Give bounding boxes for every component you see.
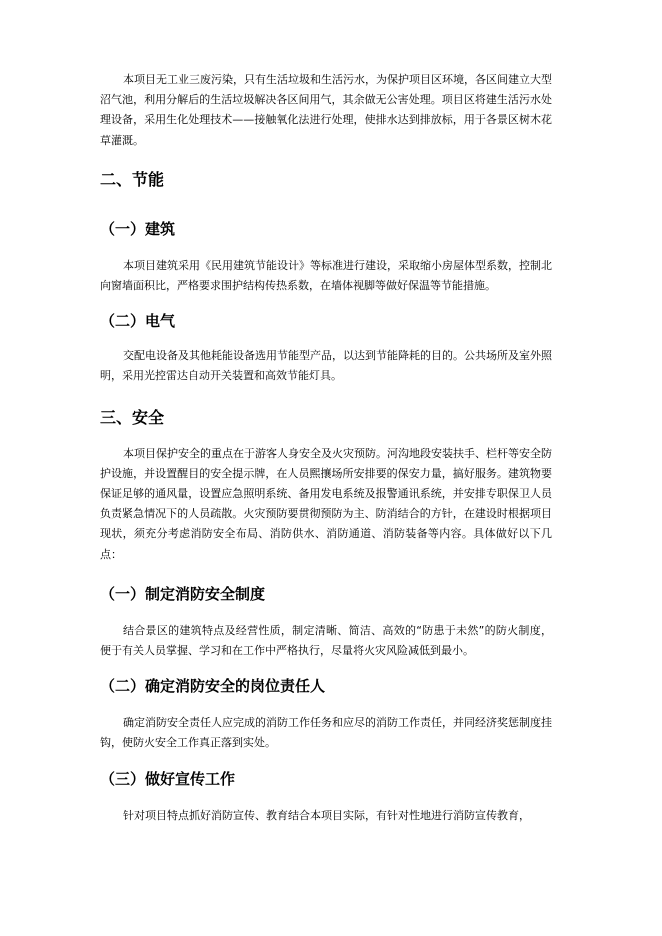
subheading-building: （一）建筑 bbox=[100, 219, 176, 238]
subheading-responsible-person: （二）确定消防安全的岗位责任人 bbox=[100, 677, 326, 696]
document-body bbox=[100, 70, 552, 826]
paragraph-safety: 本项目保护安全的重点在于游客人身安全及火灾预防。河沟地段安装扶手、栏杆等安全防护设施，并设置醒目的安全提示牌，在人员熙攘场所安排要的保安力量，搞好服务。建筑物要保证足够的通风量，设置应急照明系统、备用发电系统及报警通讯系统，并安排专职保卫人员负责紧急情况下的人员疏散。火灾预防要贯彻预防为主、防消结合的方针，在建设时根据项目现状，须充分考虑消防安全布局、消防供水、消防通道、消防装备等内容。具体做好以下几点： bbox=[100, 446, 552, 561]
subheading-publicity: （三）做好宣传工作 bbox=[100, 769, 236, 788]
paragraph-electrical: 交配电设备及其他耗能设备选用节能型产品，以达到节能降耗的目的。公共场所及室外照明，采用光控雷达自动开关装置和高效节能灯具。 bbox=[100, 349, 552, 383]
paragraph-pollution: 本项目无工业三废污染，只有生活垃圾和生活污水，为保护项目区环境，各区间建立大型沼气池，利用分解后的生活垃圾解决各区间用气，其余做无公害处理。项目区将建生活污水处理设备，采用生化处理技术——接触氧化法进行处理，使排水达到排放标，用于各景区树木花草灌溉。 bbox=[100, 73, 552, 147]
subheading-fire-safety-system: （一）制定消防安全制度 bbox=[100, 584, 266, 603]
heading-energy-saving: 二、节能 bbox=[100, 169, 165, 189]
paragraph-building: 本项目建筑采用《民用建筑节能设计》等标准进行建设，采取缩小房屋体型系数，控制北向窗墙面积比，严格要求围护结构传热系数，在墙体视脚等做好保温等节能措施。 bbox=[100, 258, 552, 293]
subheading-electrical: （二）电气 bbox=[100, 312, 176, 331]
heading-safety: 三、安全 bbox=[100, 407, 165, 427]
paragraph-responsible-person: 确定消防安全责任人应完成的消防工作任务和应尽的消防工作责任，并同经济奖惩制度挂钩，使防火安全工作真正落到实处。 bbox=[100, 716, 552, 750]
paragraph-publicity: 针对项目特点抓好消防宣传、教育结合本项目实际，有针对性地进行消防宣传教育， bbox=[123, 808, 530, 822]
paragraph-fire-safety-system: 结合景区的建筑特点及经营性质，制定清晰、简洁、高效的“防患于未然”的防火制度，便于有关人员掌握、学习和在工作中严格执行，尽量将火灾风险减低到最小。 bbox=[100, 623, 552, 658]
